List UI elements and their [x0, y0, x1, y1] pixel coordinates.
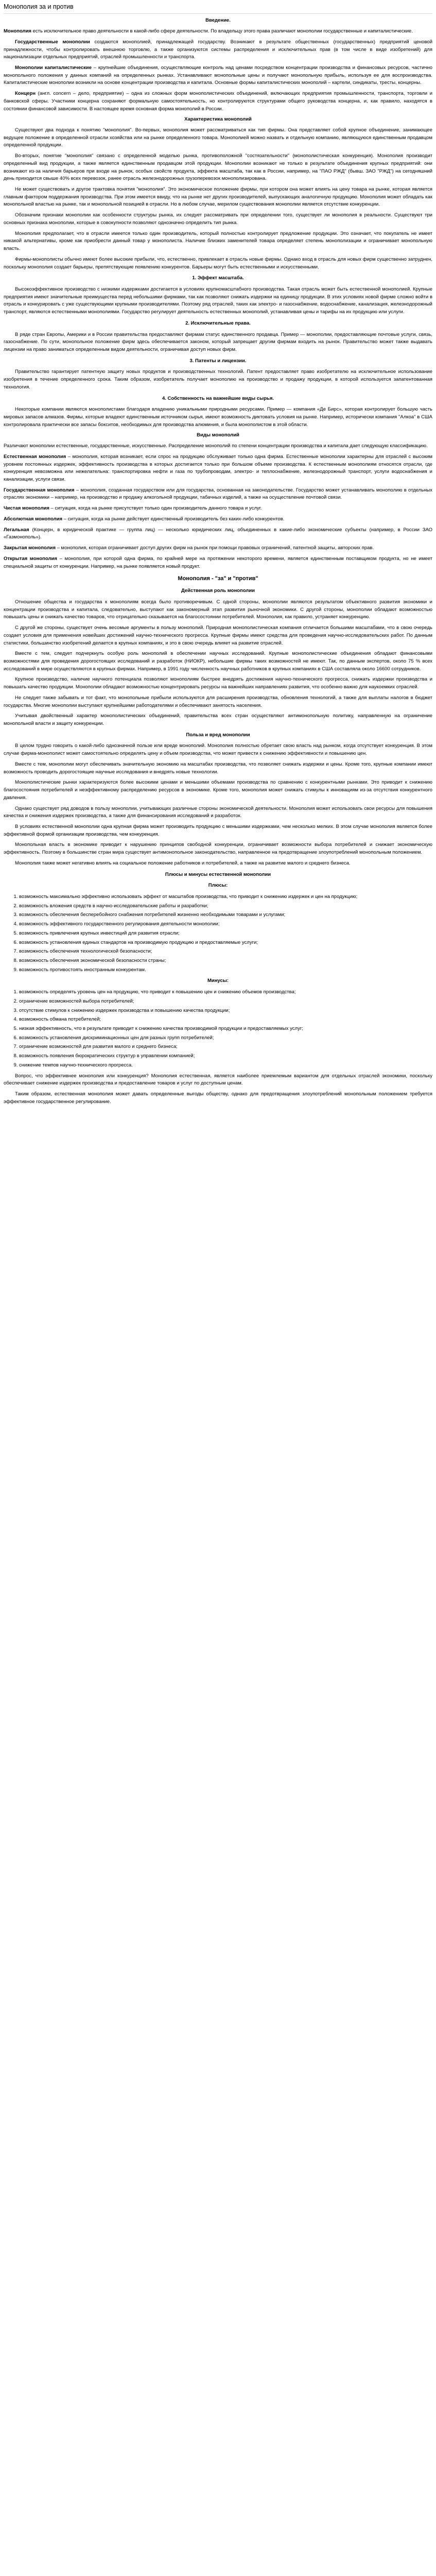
intro-paragraph	[4, 28, 432, 36]
term-pure-monopoly: Чистая монополия	[4, 505, 49, 512]
section3-p2: Вместе с тем, монополии могут обеспечивать значительную экономию на масштабах производства, что позволяет снижать издержки и цены. Кроме того, крупные компании имеют возможность проводить дорогостоящие научные исследования и внедрять новые технологии.	[4, 761, 432, 775]
term-legal-monopoly: Легальная	[4, 527, 29, 533]
term-natural-monopoly: Естественная монополия	[4, 453, 66, 460]
list-item: 7. ограничение возможностей для развития малого и среднего бизнеса;	[19, 1043, 432, 1051]
conclusion-p2: Таким образом, естественная монополия может давать определенные выгоды обществу, однако для предотвращения злоупотреблений монопольным положением требуется эффективное государственное регулирование.	[4, 1091, 432, 1105]
characteristics-p2: Во-вторых, понятие "монополия" связано с определенной моделью рынка, противоположной "состязательности" (монополистическая конкуренция). Монополия производит определенный вид продукции, а также является единственным продавцом этой продукции. Монополии возникают не только в результате объединения крупных предприятий: они возникают из-за наличия барьеров при входе на рынок, особых свойств продукта, эффекта масштаба, так как в России, например, на "ПАО РЖД" (бывш. ЗАО "РЖД") на сегодняшний день приходится свыше 40% всех перевозок, ранее отрасль железнодорожных грузоперевозок монополизирована.	[4, 153, 432, 182]
page-title: Монополия за и против	[4, 2, 432, 14]
section3-p3: Монополистические рынки характеризуются более высокими ценами и меньшими объемами производства по сравнению с конкурентными рынками. Это приводит к снижению благосостояния потребителей и неэффективному распределению ресурсов в экономике. Кроме того, монополия может снижать стимулы к инновациям из-за отсутствия конкурентного давления.	[4, 779, 432, 801]
intro-text: есть исключительное право деятельности в какой-либо сфере деятельности. По владельцу этого права различают монополии государственные и капиталистические.	[31, 28, 413, 35]
list-item: 8. возможность появления бюрократических структур в управлении компанией;	[19, 1053, 432, 1060]
list-item: 4. возможность эффективного государственного регулирования деятельности монополии;	[19, 921, 432, 928]
section2-p4: Крупное производство, наличие научного потенциала позволяют монополиям быстрее внедрять достижения научно-технического прогресса, снижать издержки производства и повышать качество продукции. Монополии обладают возможностью концентрировать ресурсы на важнейших направлениях развития, что особенно важно для наукоемких отраслей.	[4, 676, 432, 690]
section3-p6: Монопольная власть в экономике приводит к нарушению принципов свободной конкуренции, ограничивает возможности выбора потребителей и снижает экономическую эффективность. Поэтому в большинстве стран мира существует антимонопольное законодательство, направленное на предотвращение злоупотреблений монопольным положением.	[4, 842, 432, 856]
term-gov-monopoly: Государственная монополия	[4, 487, 75, 493]
plus-heading: Плюсы:	[208, 883, 228, 889]
barrier-4-heading: 4. Собственность на важнейшие виды сырья.	[162, 395, 274, 401]
section2-heading: Монополия - "за" и "против"	[178, 575, 258, 582]
abs-monopoly-text: – ситуация, когда на рынке действует единственный производитель без каких-либо конкурентов.	[62, 516, 285, 522]
state-monopoly-paragraph	[4, 39, 432, 61]
barrier-2-text: В ряде стран Европы, Америки и в России правительства предоставляют фирмам статус единственного продавца. Пример — монополии, предоставляющие почтовые услуги, связь, газоснабжение. По сути, монопольное положение фирм здесь обеспечивается законом, который запрещает другим фирмам входить на рынок. Правительство может также выдавать лицензии на право заниматься определенным видом деятельности, ограничивая доступ новых фирм.	[4, 331, 432, 352]
types-p1: Различают монополии естественные, государственные, искусственные. Распределение монополий по степени концентрации производства и капитала дает следующую классификацию.	[4, 443, 428, 449]
section2-p2: С другой же стороны, существует очень весомые аргументы в пользу монополий. Природная монополистическая компания отличается большими масштабами, что в свою очередь создает условия для применения новейших достижений научно-технического прогресса. Крупные фирмы имеют средства для проведения научно-исследовательских работ. По данным статистики, большинство изобретений делается в крупных компаниях, и это в свою очередь влияет на развитие отраслей.	[4, 625, 432, 646]
pure-monopoly-text: – ситуация, когда на рынке присутствует только один производитель данного товара и услуг.	[49, 505, 262, 512]
section3-p1: В целом трудно говорить о какой-либо однозначной пользе или вреде монополий. Монополия полностью обретает свою власть над рынком, когда отсутствует конкуренция. В этом случае фирма-монополист может самостоятельно определять цену и объем производства, что может привести к снижению эффективности и повышению цен.	[4, 743, 432, 757]
gov-monopoly-text: – монополия, созданная государством или для государства, основанная на законодательстве. Государство может устанавливать монополию в отдельных отраслях экономики – например, на производство и продажу алкогольной продукции, табачных изделий, а также на осуществление почтовой связи.	[4, 487, 433, 501]
section2-p3: Вместе с тем, следует подчеркнуть особую роль монополий в обеспечении научных исследований. Крупные монополистические объединения обладают финансовыми возможностями для проведения дорогостоящих исследований и разработок (НИОКР), небольшие фирмы таких возможностей не имеют. Так, по данным экспертов, около 75 % всех исследований в мире осуществляются в крупных фирмах. Например, в 1991 году численность научных работников в крупных компаниях в США составляла около 16600 сотрудников.	[4, 651, 432, 672]
barrier-1-text: Высокоэффективное производство с низкими издержками достигается в условиях крупномасштабного производства. Такая отрасль может быть естественной монополией. Крупные предприятия имеют значительные преимущества перед небольшими фирмами, так как позволяют снижать издержки на единицу продукции. В этих условиях новой фирме сложно войти в отрасль и конкурировать с уже существующими крупными производителями. Поэтому ряд отраслей, таких как электро- и газоснабжение, водоснабжение, канализация, железнодорожный транспорт, являются естественными монополиями. Государство регулирует деятельность естественных монополий, устанавливая цены и тарифы на их продукцию или услуги.	[4, 286, 432, 315]
list-item: 9. снижение темпов научно-технического прогресса.	[19, 1062, 432, 1070]
list-item: 5. возможность привлечения крупных инвестиций для развития отрасли;	[19, 930, 432, 938]
list-item: 7. возможность обеспечения технологической безопасности;	[19, 948, 432, 956]
intro-heading: Введение.	[205, 18, 231, 24]
term-closed-monopoly: Закрытая монополия	[4, 545, 56, 551]
minus-heading: Минусы:	[207, 978, 229, 984]
section2-p6: Учитывая двойственный характер монополистических объединений, правительства всех стран осуществляют антимонопольную политику, направленную на ограничение монопольной власти и защиту конкуренции.	[4, 713, 432, 727]
term-abs-monopoly: Абсолютная монополия	[4, 516, 63, 522]
term-state-monopoly: Государственные монополии	[15, 39, 90, 45]
gov-monopoly-paragraph	[4, 487, 432, 502]
section3-p5: В условиях естественной монополии одна крупная фирма может производить продукцию с меньшими издержками, чем несколько мелких. В этом случае монополия является более эффективной формой организации производства, чем конкуренция.	[4, 823, 432, 837]
characteristics-p3: Не может существовать и другое трактовка понятия "монополия". Это экономическое положение фирмы, при котором она может влиять на цену товара на рынке, которая является главным фактором поддержания производства. При этом имеется ввиду, что на рынке нет других производителей, выпускающих аналогичную продукцию. Монополия может обладать как монопольной властью на рынке, так и монопольной позицией в отрасли. Но в любом случае, мерилом существования монополии является отсутствие конкуренции.	[4, 187, 432, 208]
open-monopoly-paragraph	[4, 555, 432, 570]
plus-list	[4, 893, 432, 974]
section2-subheading: Действенная роль монополии	[181, 588, 255, 594]
list-item: 1. возможность определять уровень цен на продукцию, что приводит к повышению цен и снижению объемов производства;	[19, 989, 432, 996]
legal-monopoly-paragraph	[4, 527, 432, 541]
barrier-3-text: Правительство гарантирует патентную защиту новых продуктов и производственных технологий. Патент предоставляет право изобретателю на исключительное использование изобретения в течение определенного срока. Таким образом, изобретатель получает монополию на производство и продажу продукции, в которой используется запатентованная технология.	[4, 369, 432, 390]
list-item: 8. возможность обеспечения экономической безопасности страны;	[19, 957, 432, 965]
state-monopoly-text: создаются монополией, принадлежащей государству. Возникают в результате общественных (государственных) предприятий ценовой принадлежности, чтобы контролировать внешнюю торговлю, а также организуются системы распределения и исключительных прав (в том числе в виде изобретений) для национализации отдельных предприятий, отраслей промышленности и транспорта.	[4, 39, 432, 60]
term-concern: Концерн	[15, 91, 36, 97]
closed-monopoly-paragraph	[4, 545, 432, 552]
characteristics-p1: Существуют два подхода к понятию "монополия". Во-первых, монополия может рассматриваться как тип фирмы. Она представляет собой крупное объединение, занимающее ведущее положение в определенной отрасли хозяйства или на рынке определенного товара. Монополией можно назвать и отдельную компанию, являющуюся единственным продавцом определенной продукции.	[4, 127, 432, 148]
cap-monopoly-paragraph	[4, 64, 432, 87]
open-monopoly-text: – монополия, при которой одна фирма, по крайней мере на протяжении некоторого времени, является единственным поставщиком продукта, но не имеет специальной защиты от конкуренции. Например, на рынке появляется новый продукт.	[4, 555, 432, 569]
article	[0, 0, 436, 1106]
concern-paragraph	[4, 90, 432, 113]
barrier-1-heading: 1. Эффект масштаба.	[192, 275, 244, 281]
natural-monopoly-paragraph	[4, 453, 432, 484]
term-open-monopoly: Открытая монополия	[4, 555, 57, 562]
list-item: 2. ограничение возможностей выбора потребителей;	[19, 998, 432, 1006]
term-cap-monopoly: Монополии капиталистические	[15, 64, 92, 71]
section2-p1: Отношение общества и государства к монополиям всегда было противоречивым. С одной стороны, монополии являются результатом объективного развития экономики и концентрации производства и капитала, следовательно, выступают как закономерный этап развития рыночной экономики. С другой стороны, монополии обладают возможностью повышать цены и снижать качество товаров, что отрицательно сказывается на благосостоянии потребителей. Монополия, как правило, устраняет конкуренцию.	[4, 599, 432, 620]
closed-monopoly-text: – монополия, которая ограничивает доступ других фирм на рынок при помощи правовых ограничений, патентной защиты, авторских прав.	[56, 545, 374, 551]
list-item: 4. возможность обмана потребителей;	[19, 1016, 432, 1024]
list-item: 6. возможность установления дискриминационных цен для разных групп потребителей;	[19, 1035, 432, 1042]
list-item: 2. возможность вложения средств в научно-исследовательские работы и разработки;	[19, 903, 432, 910]
barrier-3-heading: 3. Патенты и лицензии.	[189, 358, 247, 364]
abs-monopoly-paragraph	[4, 516, 432, 523]
characteristics-p4: Обозначим признаки монополии как особенности структуры рынка, их следует рассматривать при определении того, существует ли монополия в реальности. Существуют три основных признака монополии, которые в совокупности позволяют однозначно определить тип рынка.	[4, 212, 432, 226]
barrier-4-text: Некоторые компании являются монополистами благодаря владению уникальными природными ресурсами. Пример — компания «Де Бирс», которая контролирует большую часть мировых запасов алмазов. Фирмы, которые владеют единственным источником сырья, имеют возможность диктовать условия на рынке. Например, исторически компания "Алкоа" в США контролировала практически все запасы бокситов, необходимых для производства алюминия, и была монополистом в этой области.	[4, 406, 432, 428]
list-item: 3. возможность обеспечения бесперебойного снабжения потребителей жизненно необходимыми товарами и услугами;	[19, 911, 432, 919]
list-item: 9. возможность противостоять иностранным конкурентам.	[19, 967, 432, 974]
section3-p4: Однако существует ряд доводов в пользу монополии, учитывающих различные стороны экономической деятельности. Монополия может использовать свои ресурсы для повышения качества и снижения издержек производства, а также для финансирования исследований и разработок.	[4, 805, 432, 819]
barrier-2-heading: 2. Исключительные права.	[185, 320, 251, 326]
list-item: 6. возможность установления единых стандартов на производимую продукцию и предоставляемые услуги;	[19, 939, 432, 947]
concern-text: (англ. concern – дело, предприятие) – одна из сложных форм монополистических объединений, включающих предприятия промышленности, транспорта, торговли и банковской сферы. Участники концерна сохраняют формальную самостоятельность, но контролируются структурами общего руководства концерна, и, как правило, находятся в состоянии финансовой зависимости. В настоящее время основная форма монополий в России.	[4, 91, 432, 112]
characteristics-p5: Монополия предполагает, что в отрасли имеется только один производитель, который полностью контролирует предложение продукции. Это означает, что покупатель не имеет никакой альтернативы, кроме как приобрести данный товар у монополиста. Наличие близких заменителей товара определяет степень монополизации и ограничивает монопольную власть.	[4, 230, 432, 252]
legal-monopoly-text: (Концерн, в юридической практике — группа лиц) — несколько юридических лиц, объединенных в какие-либо экономические субъекты (например, в России ЗАО «Газмонополь»).	[4, 527, 432, 540]
characteristics-heading: Характеристика монополий	[184, 116, 252, 123]
cap-monopoly-text: – крупнейшие объединения, осуществляющие контроль над ценами посредством концентрации производства и финансовых ресурсов, частично монопольного положения у данных компаний на определенных рынках. Устанавливают монопольные цены и получают монопольную прибыль, используя ее для воспроизводства. Капиталистические монополии возникли на основе концентрации производства и капитала. Основные формы капиталистических монополий – картели, синдикаты, тресты, концерны.	[4, 64, 432, 86]
list-item: 3. отсутствие стимулов к снижению издержек производства и повышению качества продукции;	[19, 1007, 432, 1015]
list-item: 1. возможность максимально эффективно использовать эффект от масштабов производства, что приводит к снижению издержек и цен на продукцию;	[19, 893, 432, 901]
types-heading: Виды монополий	[197, 432, 239, 438]
section3-p7: Монополия также может негативно влиять на социальное положение работников и потребителей, а также на развитие малого и среднего бизнеса.	[15, 860, 351, 866]
natural-monopoly-text: – монополия, которая возникает, если спрос на продукцию обслуживает только одна фирма. Естественные монополии характерны для отраслей с высоким уровнем постоянных издержек, эффективность производства в которых достигается только при большом объеме производства. К естественным монополиям относятся отрасли, где конкуренция невозможна или нежелательна: транспортировка нефти и газа по трубопроводам, электро- и теплоснабжение, железнодорожный транспорт, услуги водоснабжения и канализации, услуги связи.	[4, 453, 432, 483]
section2-p5: Не следует также забывать и тот факт, что монопольные прибыли используются для расширения производства, обновления технологий, а также для выплаты налогов в бюджет государства. Многие монополии выступают крупнейшими работодателями и обеспечивают занятость населения.	[4, 694, 432, 708]
term-monopoly: Монополия	[4, 28, 31, 35]
section4-heading: Плюсы и минусы естественной монополии	[165, 871, 271, 877]
minus-list	[4, 989, 432, 1069]
characteristics-p6: Фирмы-монополисты обычно имеют более высокие прибыли, что, естественно, привлекает в отрасль новые фирмы. Однако вход в отрасль для новых фирм существенно затруднен, поскольку монополия создает барьеры, препятствующие появлению конкурентов. Барьеры могут быть естественными и искусственными.	[4, 256, 432, 270]
section3-heading: Польза и вред монополии	[186, 732, 250, 738]
pure-monopoly-paragraph	[4, 505, 432, 513]
conclusion-p1: Вопрос, что эффективнее монополия или конкуренция? Монополия естественная, является наиболее приемлемым вариантом для отдельных отраслей экономики, поскольку обеспечивает снижение издержек производства и предоставление товаров и услуг по доступным ценам.	[4, 1073, 432, 1087]
list-item: 5. низкая эффективность, что в результате приводит к снижению качества производимой продукции и предоставляемых услуг;	[19, 1025, 432, 1033]
